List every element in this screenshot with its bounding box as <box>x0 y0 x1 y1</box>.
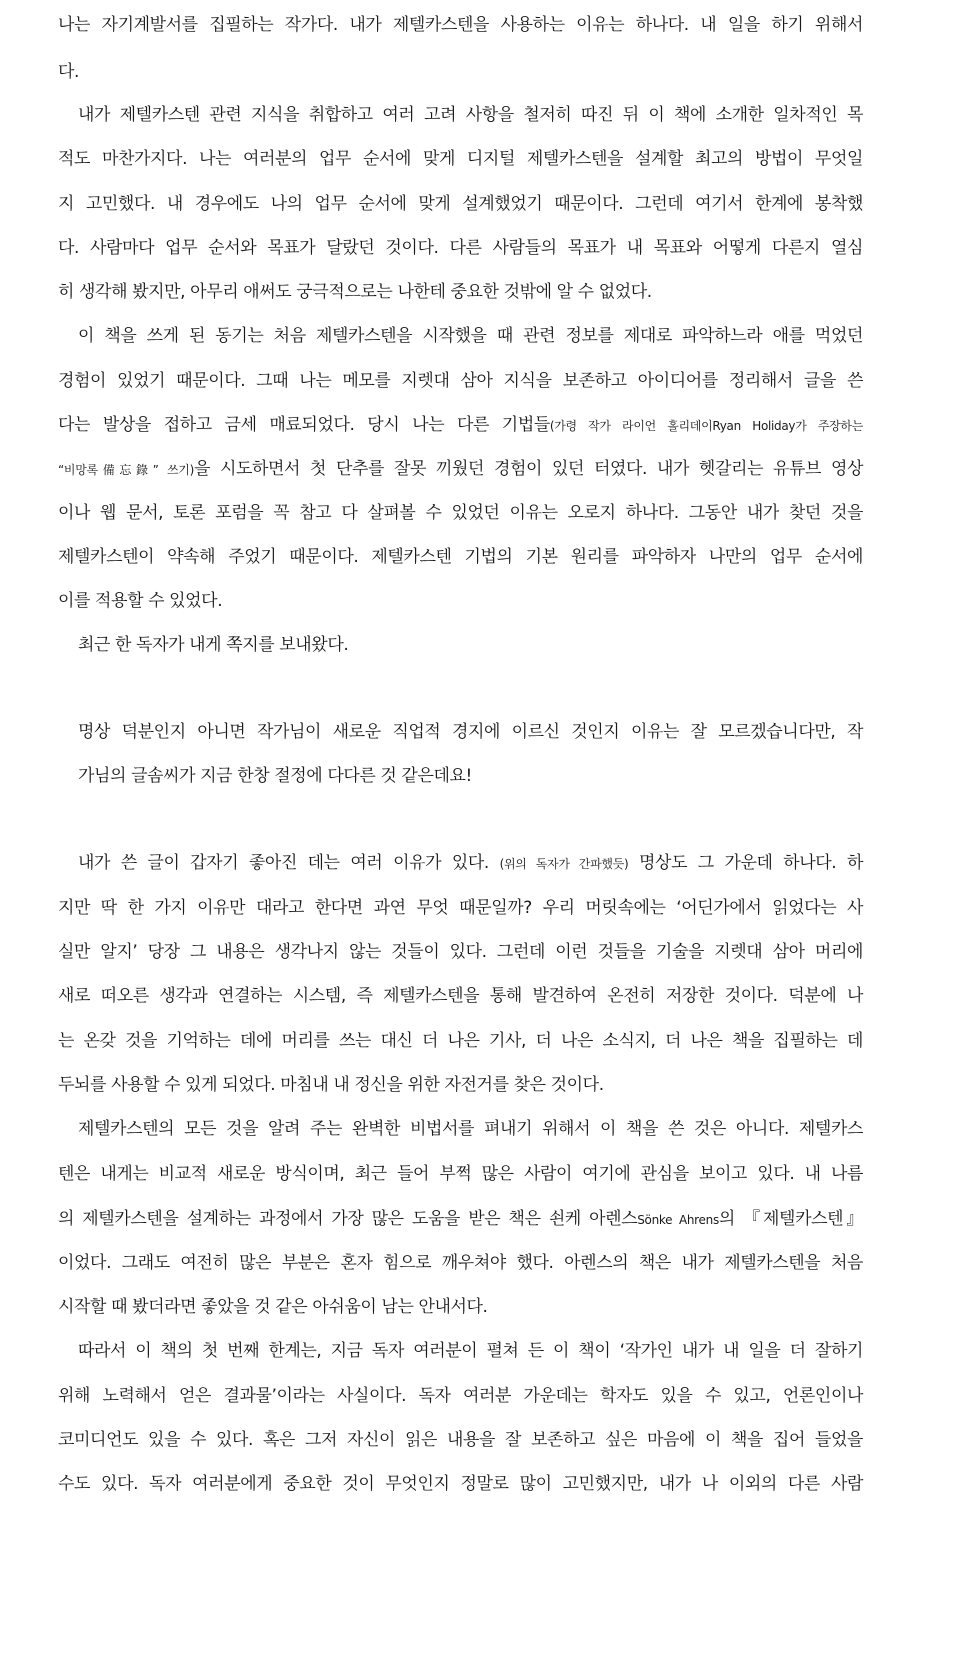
text-line: 지 고민했다. 내 경우에도 나의 업무 순서에 맞게 설계했었기 때문이다. 그런데 여기서 한계에 봉착했 <box>58 194 863 214</box>
text-run: 내가 쓴 글이 갑자기 좋아진 데는 여러 이유가 있다. <box>78 853 500 873</box>
quote-line: 명상 덕분인지 아니면 작가님이 새로운 직업적 경지에 이르신 것인지 이유는 잘 모르겠습니다만, 작 <box>78 722 863 742</box>
text-line: 최근 한 독자가 내게 쪽지를 보내왔다. <box>78 635 349 655</box>
text-line: 다. <box>58 62 80 82</box>
text-line: 내가 제텔카스텐 관련 지식을 취합하고 여러 고려 사항을 철저히 따진 뒤 이 책에 소개한 일차적인 목 <box>78 105 863 125</box>
text-line-with-note <box>58 454 863 484</box>
text-line: 위해 노력해서 얻은 결과물’이라는 사실이다. 독자 여러분 가운데는 학자도 있을 수 있고, 언론인이나 <box>58 1386 863 1406</box>
text-line: 이나 웹 문서, 토론 포럼을 꼭 참고 다 살펴볼 수 있었던 이유는 오로지 하나다. 그동안 내가 찾던 것을 <box>58 503 863 523</box>
text-line: 나는 자기계발서를 집필하는 작가다. 내가 제텔카스텐을 사용하는 이유는 하나다. 내 일을 하기 위해서 <box>58 15 863 35</box>
parenthetical-note: (가령 작가 라이언 홀리데이Ryan Holiday가 주장하는 <box>549 419 863 433</box>
text-line: 새로 떠오른 생각과 연결하는 시스템, 즉 제텔카스텐을 통해 발견하여 온전히 저장한 것이다. 덕분에 나 <box>58 986 863 1006</box>
text-run: 을 시도하면서 첫 단추를 잘못 끼웠던 경험이 있던 터였다. 내가 헷갈리는 유튜브 영상 <box>193 459 864 479</box>
text-line: 적도 마찬가지다. 나는 여러분의 업무 순서에 맞게 디지털 제텔카스텐을 설계할 최고의 방법이 무엇일 <box>58 149 863 169</box>
text-line: 다. 사람마다 업무 순서와 목표가 달랐던 것이다. 다른 사람들의 목표가 내 목표와 어떻게 다른지 열심 <box>58 238 863 258</box>
text-line-with-note <box>58 410 863 440</box>
text-run: 의 제텔카스텐을 설계하는 과정에서 가장 많은 도움을 받은 책은 쇤케 아렌스 <box>58 1209 638 1229</box>
parenthetical-note: (위의 독자가 간파했듯) <box>499 857 629 871</box>
text-line: 실만 알지’ 당장 그 내용은 생각나지 않는 것들이 있다. 그런데 이런 것들을 기술을 지렛대 삼아 머리에 <box>58 942 863 962</box>
text-line: 제텔카스텐의 모든 것을 알려 주는 완벽한 비법서를 펴내기 위해서 이 책을 쓴 것은 아니다. 제텔카스 <box>78 1119 863 1139</box>
text-run: 다는 발상을 접하고 금세 매료되었다. 당시 나는 다른 기법들 <box>58 415 550 435</box>
text-line-with-note <box>78 848 863 878</box>
text-line-with-note <box>58 1204 863 1234</box>
text-line: 이를 적용할 수 있었다. <box>58 591 223 611</box>
text-line: 이 책을 쓰게 된 동기는 처음 제텔카스텐을 시작했을 때 관련 정보를 제대로 파악하느라 애를 먹었던 <box>78 326 863 346</box>
text-line: 두뇌를 사용할 수 있게 되었다. 마침내 내 정신을 위한 자전거를 찾은 것이다. <box>58 1075 604 1095</box>
text-line: 히 생각해 봤지만, 아무리 애써도 궁극적으로는 나한테 중요한 것밖에 알 수 없었다. <box>58 282 652 302</box>
text-line: 수도 있다. 독자 여러분에게 중요한 것이 무엇인지 정말로 많이 고민했지만, 내가 나 이외의 다른 사람 <box>58 1474 863 1494</box>
text-line: 따라서 이 책의 첫 번째 한계는, 지금 독자 여러분이 펼쳐 든 이 책이 ‘작가인 내가 내 일을 더 잘하기 <box>78 1341 863 1361</box>
quote-line: 가님의 글솜씨가 지금 한창 절정에 다다른 것 같은데요! <box>78 766 472 786</box>
text-line: 지만 딱 한 가지 이유만 대라고 한다면 과연 무엇 때문일까? 우리 머릿속에는 ‘어딘가에서 읽었다는 사 <box>58 898 863 918</box>
text-run: 명상도 그 가운데 하나다. 하 <box>628 853 864 873</box>
text-line: 이었다. 그래도 여전히 많은 부분은 혼자 힘으로 깨우쳐야 했다. 아렌스의 책은 내가 제텔카스텐을 처음 <box>58 1253 863 1273</box>
text-run: 의 『제텔카스텐』 <box>718 1209 863 1229</box>
parenthetical-note: Sönke Ahrens <box>637 1213 719 1227</box>
text-line: 는 온갖 것을 기억하는 데에 머리를 쓰는 대신 더 나은 기사, 더 나은 소식지, 더 나은 책을 집필하는 데 <box>58 1031 863 1051</box>
parenthetical-note: “비망록備忘錄” 쓰기) <box>58 463 194 477</box>
text-line: 코미디언도 있을 수 있다. 혹은 그저 자신이 읽은 내용을 잘 보존하고 싶은 마음에 이 책을 집어 들었을 <box>58 1430 863 1450</box>
text-line: 제텔카스텐이 약속해 주었기 때문이다. 제텔카스텐 기법의 기본 원리를 파악하자 나만의 업무 순서에 <box>58 547 863 567</box>
text-line: 시작할 때 봤더라면 좋았을 것 같은 아쉬움이 남는 안내서다. <box>58 1297 488 1317</box>
text-line: 경험이 있었기 때문이다. 그때 나는 메모를 지렛대 삼아 지식을 보존하고 아이디어를 정리해서 글을 쓴 <box>58 371 863 391</box>
text-line: 텐은 내게는 비교적 새로운 방식이며, 최근 들어 부쩍 많은 사람이 여기에 관심을 보이고 있다. 내 나름 <box>58 1164 863 1184</box>
